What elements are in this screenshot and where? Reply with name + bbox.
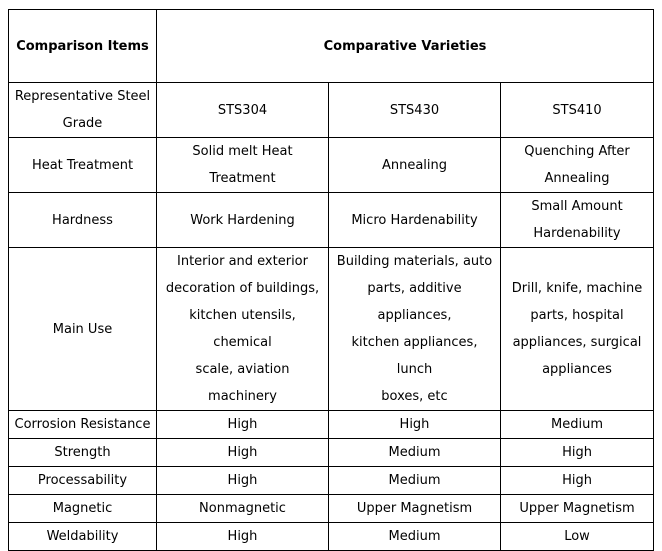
row-label: Processability <box>9 467 157 495</box>
table-cell: High <box>157 411 329 439</box>
row-label: Magnetic <box>9 495 157 523</box>
table-cell: Nonmagnetic <box>157 495 329 523</box>
table-cell: Low <box>501 523 654 551</box>
table-header-row <box>9 10 654 83</box>
table-cell: Annealing <box>329 138 501 193</box>
table-row <box>9 193 654 248</box>
table-row <box>9 411 654 439</box>
table-cell: Medium <box>329 523 501 551</box>
table-cell: STS410 <box>501 83 654 138</box>
table-cell: Upper Magnetism <box>501 495 654 523</box>
header-comparative-varieties: Comparative Varieties <box>157 10 654 83</box>
table-cell: High <box>501 467 654 495</box>
table-row <box>9 248 654 411</box>
table-row <box>9 83 654 138</box>
table-cell: Micro Hardenability <box>329 193 501 248</box>
table-row <box>9 439 654 467</box>
table-cell: Building materials, auto parts, additive appliances, kitchen appliances, lunch boxes, etc <box>329 248 501 411</box>
table-cell: High <box>157 439 329 467</box>
table-row <box>9 495 654 523</box>
row-label: Weldability <box>9 523 157 551</box>
table-cell: STS304 <box>157 83 329 138</box>
table-cell: STS430 <box>329 83 501 138</box>
table-cell: Medium <box>501 411 654 439</box>
table-cell: Small Amount Hardenability <box>501 193 654 248</box>
table-row <box>9 467 654 495</box>
table-row <box>9 138 654 193</box>
row-label: Strength <box>9 439 157 467</box>
header-comparison-items: Comparison Items <box>9 10 157 83</box>
table-cell: Work Hardening <box>157 193 329 248</box>
row-label: Representative Steel Grade <box>9 83 157 138</box>
table-cell: Interior and exterior decoration of buildings, kitchen utensils, chemical scale, aviation machinery <box>157 248 329 411</box>
row-label: Heat Treatment <box>9 138 157 193</box>
table-cell: Medium <box>329 467 501 495</box>
table-cell: Drill, knife, machine parts, hospital appliances, surgical appliances <box>501 248 654 411</box>
comparison-table <box>8 9 654 551</box>
row-label: Hardness <box>9 193 157 248</box>
table-cell: High <box>157 523 329 551</box>
table-cell: Quenching After Annealing <box>501 138 654 193</box>
row-label: Main Use <box>9 248 157 411</box>
table-cell: Medium <box>329 439 501 467</box>
table-row <box>9 523 654 551</box>
table-cell: High <box>501 439 654 467</box>
row-label: Corrosion Resistance <box>9 411 157 439</box>
table-cell: Solid melt Heat Treatment <box>157 138 329 193</box>
table-cell: High <box>157 467 329 495</box>
table-cell: High <box>329 411 501 439</box>
table-cell: Upper Magnetism <box>329 495 501 523</box>
